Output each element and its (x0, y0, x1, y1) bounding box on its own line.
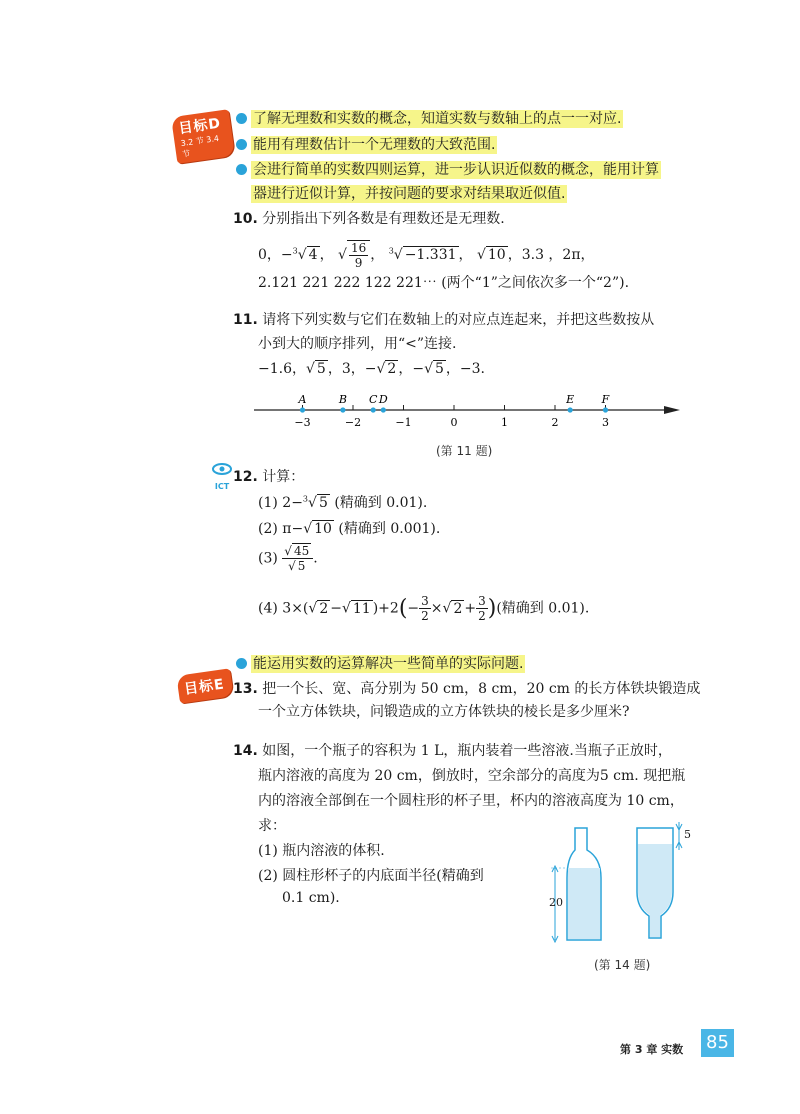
tick-label: 2 (551, 416, 559, 429)
objective-1: 了解无理数和实数的概念，知道实数与数轴上的点一一对应. (236, 108, 623, 128)
question-14 (233, 740, 672, 760)
point-label: A (298, 393, 307, 406)
tick-label: −1 (395, 416, 412, 429)
goal-d-label: 目标D (177, 115, 223, 138)
q14-sub2: (2) 圆柱形杯子的内底面半径(精确到 (258, 868, 484, 884)
question-number: 12. (233, 469, 258, 485)
question-number: 13. (233, 681, 258, 697)
bullet-icon (236, 164, 247, 175)
q14-sub1: (1) 瓶内溶液的体积. (258, 843, 385, 859)
q12-part1: (1) 2−$^3$√ 5 (精确到 0.01). (258, 494, 428, 511)
chapter-label: 第 3 章 实数 (620, 1043, 684, 1056)
point-label: B (338, 393, 347, 406)
question-number: 10. (233, 211, 258, 227)
bullet-icon (236, 113, 247, 124)
point-f (603, 407, 608, 412)
question-13 (233, 678, 700, 698)
tick-label: −2 (344, 416, 362, 429)
q14-sub2-cont: 0.1 cm). (282, 890, 340, 906)
q14-line2: 瓶内溶液的高度为 20 cm，倒放时，空余部分的高度为5 cm. 现把瓶 (258, 768, 686, 784)
page-number: 85 (701, 1029, 734, 1057)
bottles-figure (545, 822, 695, 944)
question-number: 11. (233, 312, 258, 328)
question-text: 计算： (262, 469, 305, 485)
q14-line3: 内的溶液全部倒在一个圆柱形的杯子里，杯内的溶液高度为 10 cm， (258, 793, 684, 809)
ict-icon: ICT (210, 460, 234, 491)
point-label: C (368, 393, 378, 406)
question-10 (233, 208, 505, 228)
goal-d-badge (171, 109, 235, 164)
tick-label: 0 (450, 416, 458, 429)
upright-solution (568, 868, 600, 939)
question-text: 把一个长、宽、高分别为 50 cm，8 cm，20 cm 的长方体铁块锻造成 (262, 681, 701, 697)
q11-line2: 小到大的顺序排列，用“<”连接. (258, 336, 457, 352)
dimension-20-label: 20 (549, 896, 563, 909)
point-label: F (601, 393, 610, 406)
q10-numbers: 0，−$^3$√ 4 ， √ $\frac{16}{9}$ ， $^3$√ −1.331 ， √ 10 ，3.3 ，2π， (258, 241, 595, 270)
q11-numbers: −1.6，√ 5 ，3，−√ 2 ，−√ 5 ，−3. (258, 361, 485, 377)
question-11 (233, 309, 654, 329)
question-text: 如图，一个瓶子的容积为 1 L，瓶内装着一些溶液.当瓶子正放时， (262, 743, 672, 759)
tick-label: 1 (501, 416, 508, 429)
point-label: E (566, 393, 575, 406)
question-number: 14. (233, 743, 258, 759)
number-line-figure (250, 388, 690, 436)
q12-part3: (3) $\frac{√ 45}{√ 5}$ . (258, 544, 318, 573)
q12-part2: (2) π−√ 10 (精确到 0.001). (258, 521, 441, 537)
bullet-icon (236, 658, 247, 669)
point-b (340, 407, 345, 412)
q12-part4: (4) 3×(√ 2 −√ 11 )+2(− $\frac{3}{2}$ ×√ 2 + $\frac{3}{2}$ )(精确到 0.01). (258, 594, 590, 623)
goal-e-label: 目标E (183, 676, 226, 698)
point-a (300, 407, 305, 412)
figure-14-caption: (第 14 题) (594, 958, 651, 972)
tick-label: −3 (294, 416, 311, 429)
q14-line4: 求： (258, 818, 286, 834)
point-c (371, 407, 376, 412)
q13-line2: 一个立方体铁块，问锻造成的立方体铁块的棱长是多少厘米? (258, 704, 630, 720)
question-12 (233, 466, 304, 486)
objective-2: 能用有理数估计一个无理数的大致范围. (236, 134, 497, 154)
objective-e: 能运用实数的运算解决一些简单的实际问题. (236, 653, 525, 673)
axis-arrow (664, 406, 680, 414)
point-d (381, 407, 386, 412)
question-text: 分别指出下列各数是有理数还是无理数. (262, 211, 505, 227)
tick-label: 3 (602, 416, 609, 429)
point-e (568, 407, 573, 412)
point-label: D (378, 393, 388, 406)
bullet-icon (236, 139, 247, 150)
figure-11-caption: (第 11 题) (436, 444, 493, 458)
inverted-solution (638, 844, 672, 937)
question-text: 请将下列实数与它们在数轴上的对应点连起来，并把这些数按从 (262, 312, 655, 328)
goal-e-badge (176, 668, 233, 703)
q10-line3: 2.121 221 222 122 221⋯ (两个“1”之间依次多一个“2”). (258, 275, 630, 291)
objective-3: 会进行简单的实数四则运算，进一步认识近似数的概念，能用计算 (236, 159, 661, 179)
goal-d-sections: 3.2 节 3.4 节 (180, 133, 220, 160)
dimension-5-label: 5 (684, 828, 691, 841)
objective-3-cont: 器进行近似计算，并按问题的要求对结果取近似值. (253, 186, 566, 202)
